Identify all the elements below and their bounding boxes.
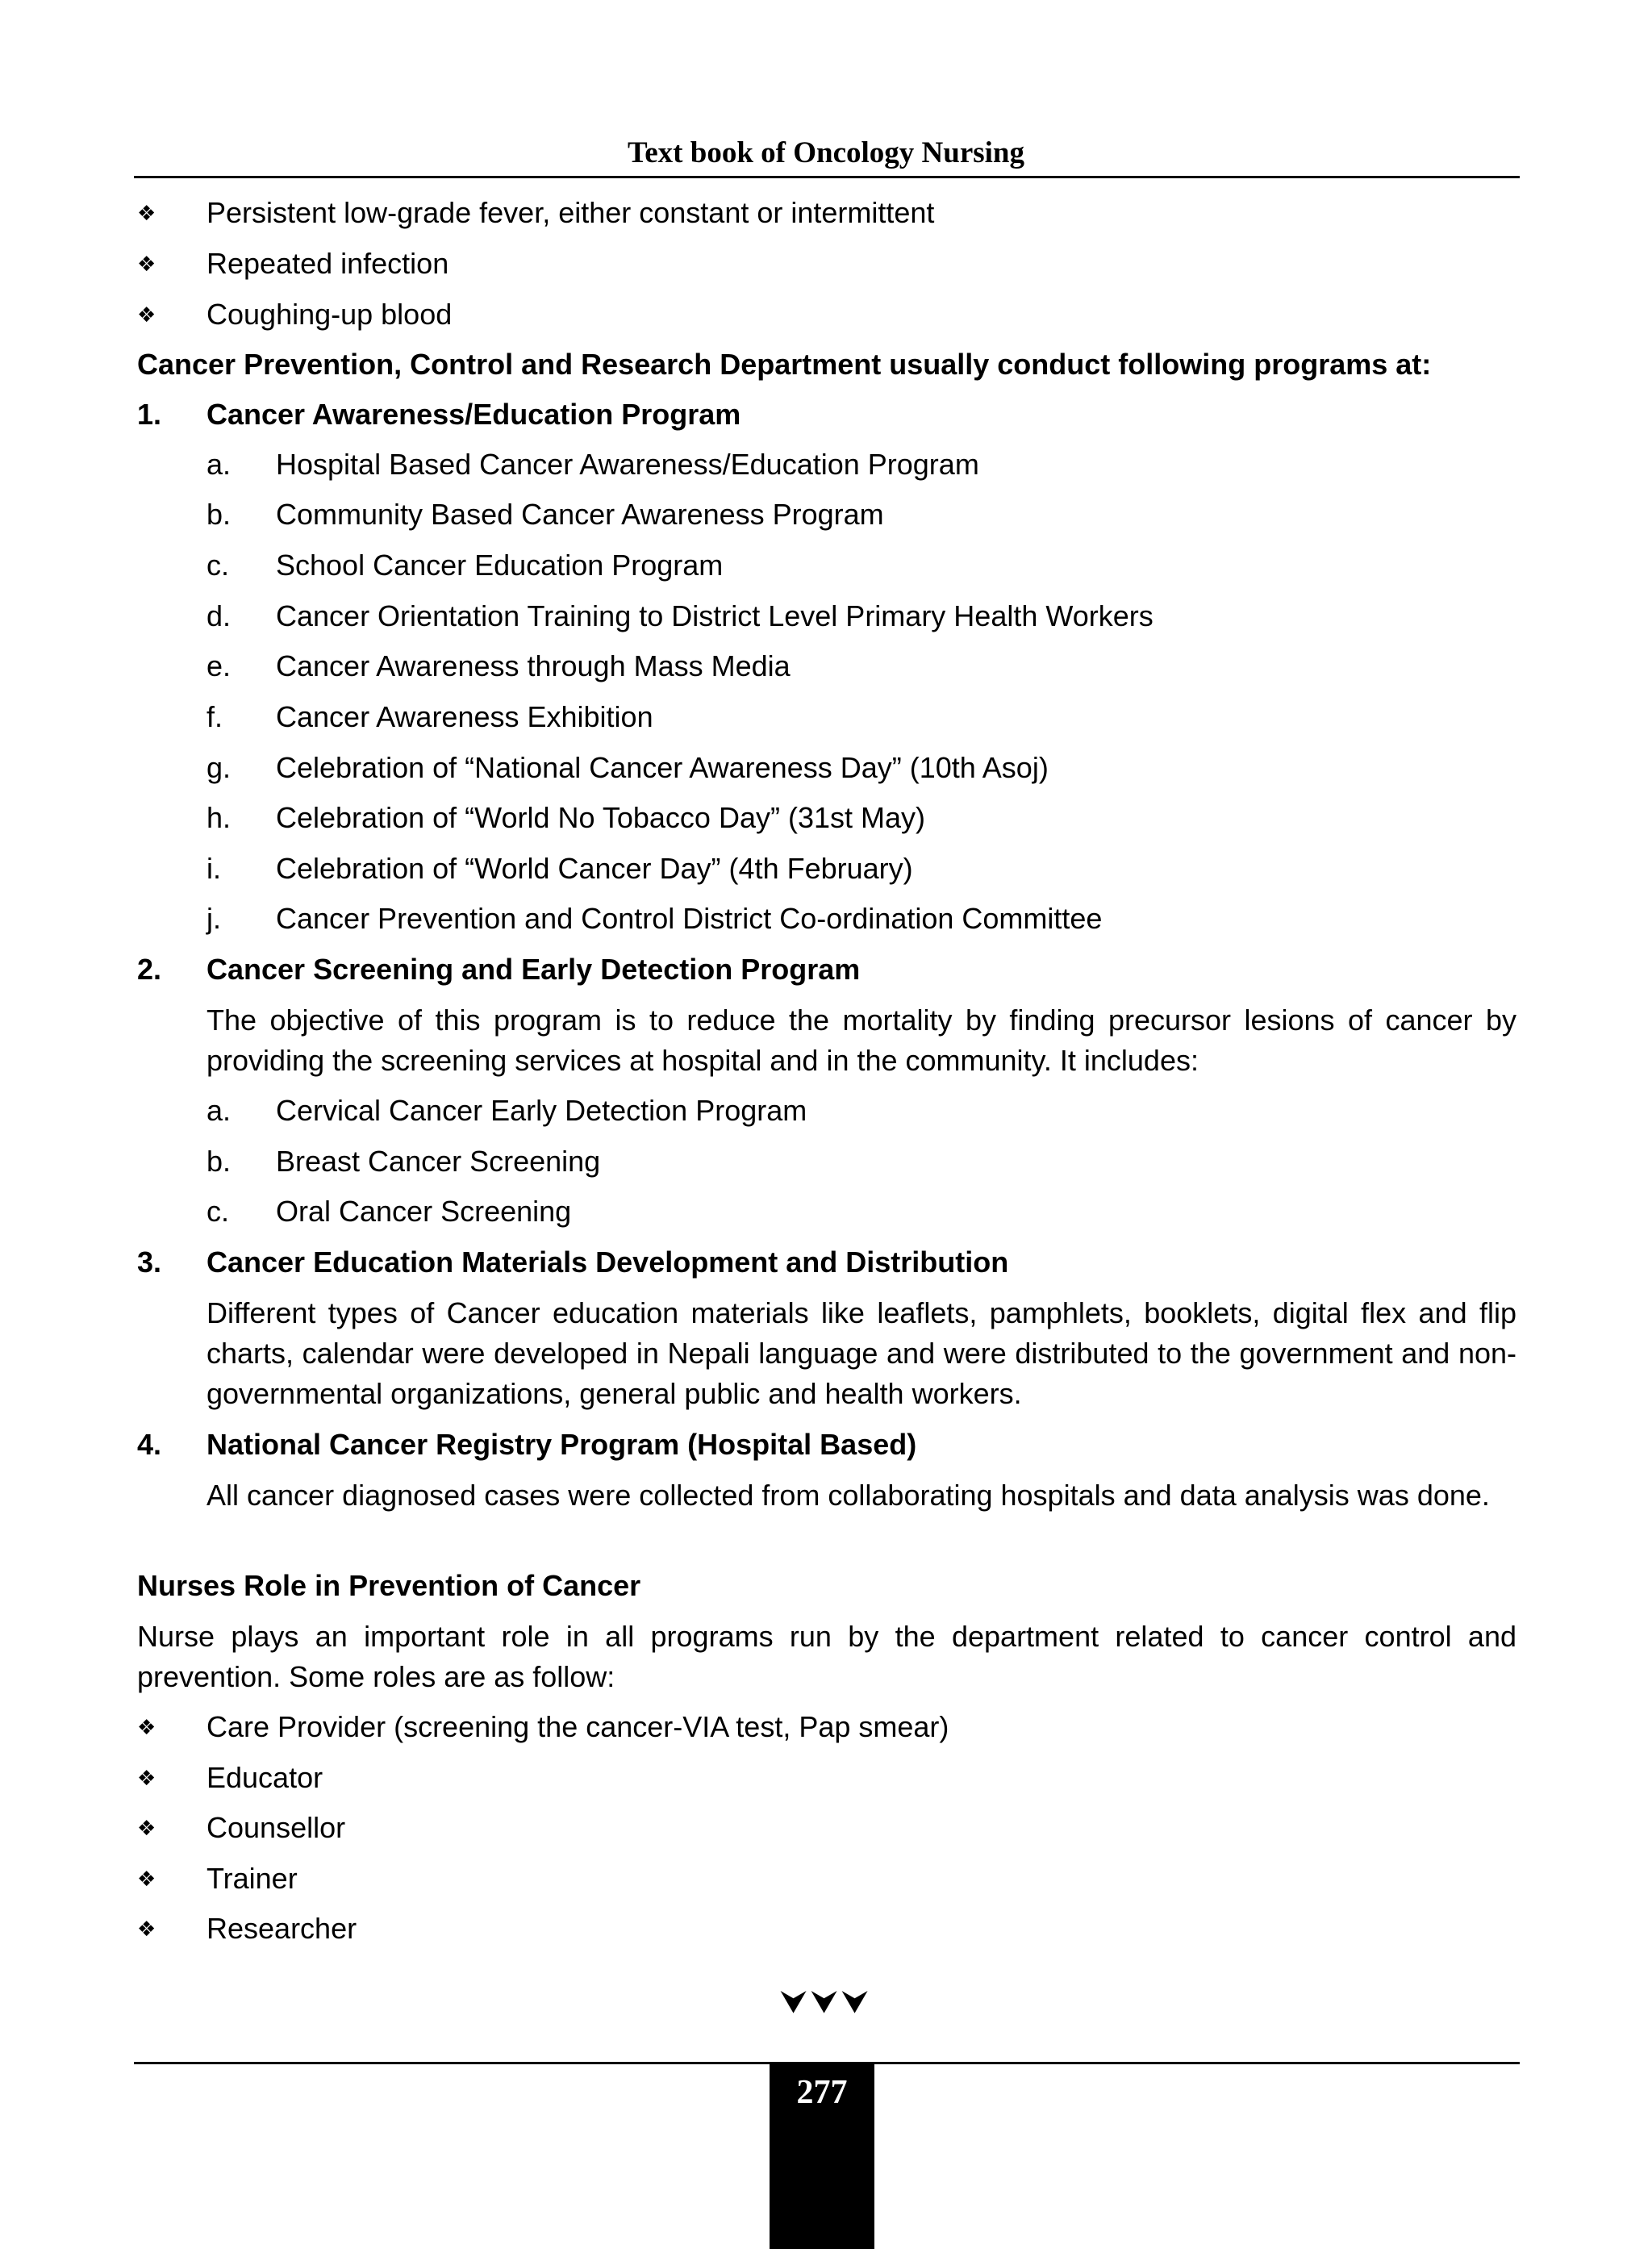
program-item <box>206 849 913 888</box>
program-item <box>206 698 653 736</box>
bullet-text: Trainer <box>206 1862 298 1895</box>
program-heading <box>137 395 741 434</box>
item-letter: h. <box>206 801 232 834</box>
section-heading: Nurses Role in Prevention of Cancer <box>137 1569 641 1602</box>
bullet-text: Care Provider (screening the cancer-VIA test, Pap smear) <box>206 1710 949 1743</box>
program-item <box>206 597 1153 636</box>
program-number: 4. <box>137 1428 162 1461</box>
diamond-bullet-icon: ❖ <box>137 1715 156 1739</box>
program-title: Cancer Screening and Early Detection Program <box>206 953 861 986</box>
program-title: National Cancer Registry Program (Hospital Based) <box>206 1428 917 1461</box>
section-intro: Nurse plays an important role in all programs run by the department related to cancer control and prevention. Some roles are as follow: <box>137 1620 1516 1693</box>
program-title: Cancer Awareness/Education Program <box>206 398 741 431</box>
item-text: Cancer Orientation Training to District Level Primary Health Workers <box>276 599 1153 632</box>
program-heading <box>137 950 861 989</box>
bullet-text: Repeated infection <box>206 247 449 280</box>
item-text: Cancer Prevention and Control District Co-ordination Committee <box>276 902 1103 935</box>
program-item <box>206 1091 807 1130</box>
item-letter: a. <box>206 448 232 481</box>
item-letter: c. <box>206 1195 230 1228</box>
item-letter: i. <box>206 852 221 885</box>
item-text: Community Based Cancer Awareness Program <box>276 498 884 531</box>
diamond-bullet-icon: ❖ <box>137 1816 156 1840</box>
header-rule <box>134 176 1520 178</box>
diamond-bullet-icon: ❖ <box>137 1766 156 1790</box>
bullet-text: Educator <box>206 1761 323 1794</box>
program-heading <box>137 1425 917 1464</box>
page-number: 277 <box>796 2074 848 2111</box>
item-text: Celebration of “National Cancer Awareness Day” (10th Asoj) <box>276 751 1049 784</box>
item-text: Oral Cancer Screening <box>276 1195 572 1228</box>
item-letter: a. <box>206 1094 232 1127</box>
page-header-title: Text book of Oncology Nursing <box>627 136 1025 169</box>
program-item <box>206 1192 572 1231</box>
item-text: Cancer Awareness Exhibition <box>276 700 653 733</box>
program-number: 2. <box>137 953 162 986</box>
bullet-text: Coughing-up blood <box>206 298 453 331</box>
program-item <box>206 1142 601 1181</box>
program-item <box>206 749 1049 787</box>
item-text: Breast Cancer Screening <box>276 1145 601 1178</box>
item-letter: d. <box>206 599 232 632</box>
programs-intro: Cancer Prevention, Control and Research Department usually conduct following programs at: <box>137 348 1432 381</box>
item-text: Hospital Based Cancer Awareness/Education Program <box>276 448 979 481</box>
program-heading <box>137 1243 1009 1282</box>
program-description: Different types of Cancer education materials like leaflets, pamphlets, booklets, digital flex and flip charts, calendar were developed in Nepali language and were distributed to the government and non-governmental organizations, general public and health workers. <box>206 1296 1516 1410</box>
item-text: School Cancer Education Program <box>276 549 724 582</box>
program-title: Cancer Education Materials Development and Distribution <box>206 1246 1009 1279</box>
diamond-bullet-icon: ❖ <box>137 252 156 276</box>
program-item <box>206 647 791 686</box>
end-of-chapter-mark: ⮟⮟⮟ <box>780 1984 872 2020</box>
program-item <box>206 799 925 837</box>
item-text: Celebration of “World Cancer Day” (4th February) <box>276 852 913 885</box>
bullet-text: Researcher <box>206 1912 357 1945</box>
program-number: 3. <box>137 1246 162 1279</box>
bullet-text: Counsellor <box>206 1811 346 1844</box>
program-item <box>206 495 884 534</box>
item-letter: j. <box>206 902 221 935</box>
program-item <box>206 445 979 484</box>
program-number: 1. <box>137 398 162 431</box>
bullet-text: Persistent low-grade fever, either constant or intermittent <box>206 196 935 229</box>
item-text: Celebration of “World No Tobacco Day” (31st May) <box>276 801 925 834</box>
item-letter: g. <box>206 751 232 784</box>
item-text: Cervical Cancer Early Detection Program <box>276 1094 807 1127</box>
diamond-bullet-icon: ❖ <box>137 1917 156 1941</box>
item-letter: e. <box>206 649 232 682</box>
program-item <box>206 546 724 585</box>
program-item <box>206 899 1103 938</box>
item-letter: c. <box>206 549 230 582</box>
item-letter: b. <box>206 498 232 531</box>
item-letter: f. <box>206 700 223 733</box>
program-description: All cancer diagnosed cases were collected from collaborating hospitals and data analysis was done. <box>206 1479 1490 1512</box>
diamond-bullet-icon: ❖ <box>137 303 156 327</box>
item-letter: b. <box>206 1145 232 1178</box>
diamond-bullet-icon: ❖ <box>137 1867 156 1891</box>
item-text: Cancer Awareness through Mass Media <box>276 649 791 682</box>
program-description: The objective of this program is to reduce the mortality by finding precursor lesions of cancer by providing the screening services at hospital and in the community. It includes: <box>206 1003 1516 1077</box>
diamond-bullet-icon: ❖ <box>137 201 156 225</box>
